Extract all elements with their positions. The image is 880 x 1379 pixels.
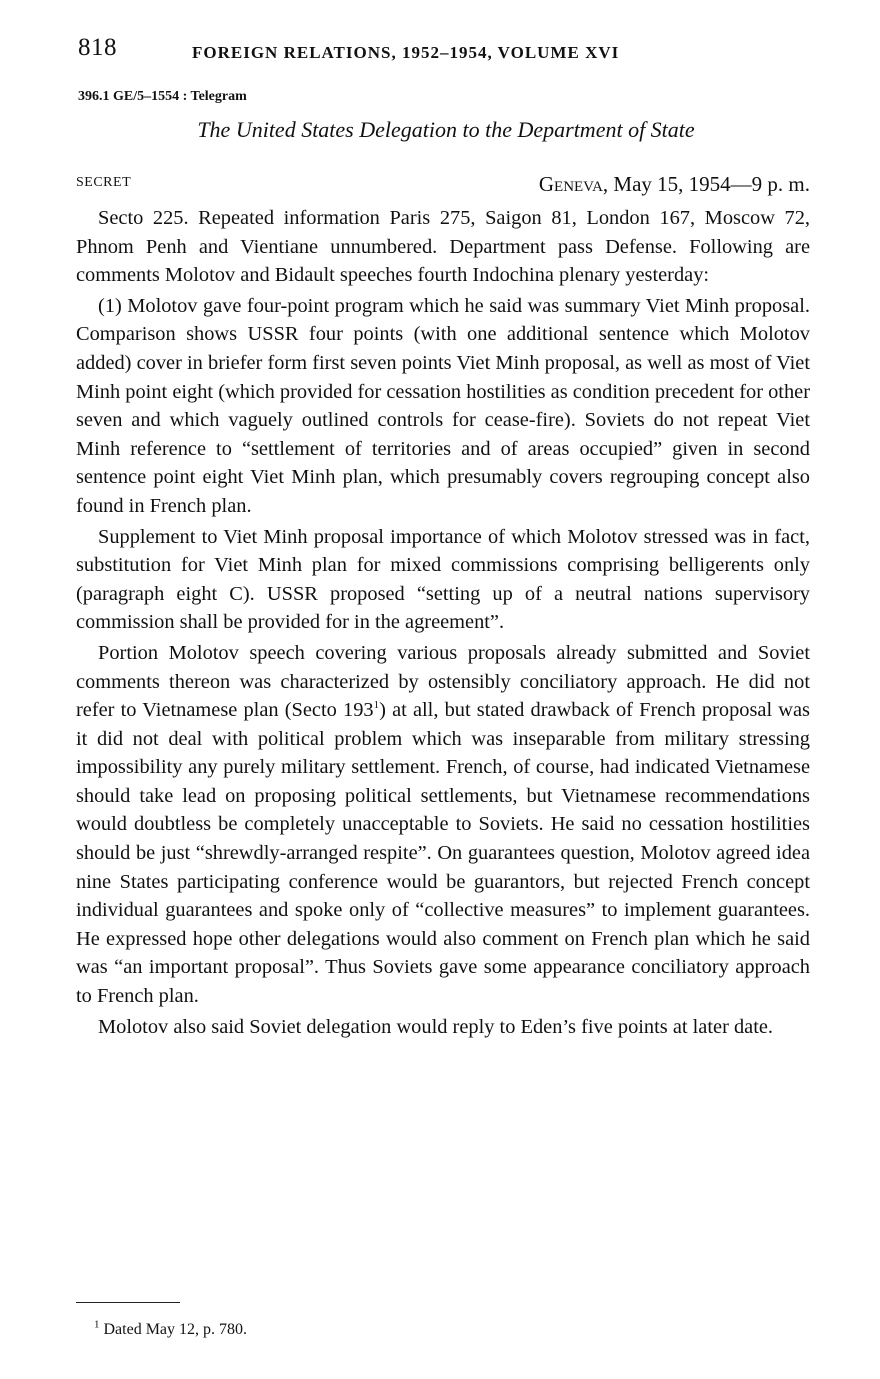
place-date [539, 172, 810, 197]
footnote-divider [76, 1302, 180, 1303]
footnote-marker: 1 [94, 1318, 100, 1331]
running-title: FOREIGN RELATIONS, 1952–1954, VOLUME XVI [192, 43, 620, 62]
paragraph-3: Supplement to Viet Minh proposal importance of which Molotov stressed was in fact, substitution for Viet Minh plan for mixed commissions comprising belligerents only (paragraph eight C). USSR proposed “setting up of a neutral nations supervisory commission shall be provided for in the agreement”. [76, 525, 810, 634]
date: , May 15, 1954—9 p. m. [602, 172, 810, 196]
paragraph-1: Secto 225. Repeated information Paris 275, Saigon 81, London 167, Moscow 72, Phnom Penh and Vientiane unnumbered. Department pass Defense. Following are comments Molotov and Bidault speeches fourth Indochina plenary yesterday: [76, 207, 810, 287]
running-head [78, 34, 798, 68]
document-title: The United States Delegation to the Department of State [197, 117, 695, 142]
footnote [94, 1318, 248, 1339]
paragraph-5: Molotov also said Soviet delegation would reply to Eden’s five points at later date. [98, 1015, 774, 1038]
place: Geneva [538, 172, 603, 196]
footnote-reference: 1 [373, 699, 380, 712]
telegram-body [76, 204, 810, 1043]
classification-label: SECRET [76, 175, 132, 190]
footnote-text: Dated May 12, p. 780. [99, 1321, 248, 1338]
paragraph-2: (1) Molotov gave four-point program which he said was summary Viet Minh proposal. Comparison shows USSR four points (with one additional sentence which Molotov added) cover in briefer form first seven points Viet Minh proposal, as well as most of Viet Minh point eight (which provided for cessation hostilities as condition precedent for other seven and which vaguely outlined controls for cease-fire). Soviets do not repeat Viet Minh reference to “settlement of territories and of areas occupied” given in second sentence point eight Viet Minh plan, which presumably covers regrouping concept also found in French plan. [76, 294, 810, 517]
document-id: 396.1 GE/5–1554 : Telegram [78, 89, 247, 104]
paragraph-4-part-1: Portion Molotov speech covering various proposals already submitted and Soviet comments thereon was characterized by ostensibly conciliatory approach. He did not refer to Vietnamese plan (Secto 193 [76, 641, 810, 722]
paragraph-4-part-2: ) at all, but stated drawback of French proposal was it did not deal with political problem which was inseparable from military stressing impossibility any purely military settlement. French, of course, had indicated Vietnamese should take lead on proposing political settlements, but Vietnamese recommendations would doubtless be completely unacceptable to Soviets. He said no cessation hostilities should be just “shrewdly-arranged respite”. On guarantees question, Molotov agreed idea nine States participating conference would be guarantors, but rejected French concept individual guarantees and spoke only of “collective measures” to implement guarantees. He expressed hope other delegations would also comment on French plan which he said was “an important proposal”. Thus Soviets gave some appearance conciliatory approach to French plan. [76, 699, 810, 1008]
paragraph-4 [76, 639, 810, 1011]
page-number: 818 [78, 34, 117, 61]
